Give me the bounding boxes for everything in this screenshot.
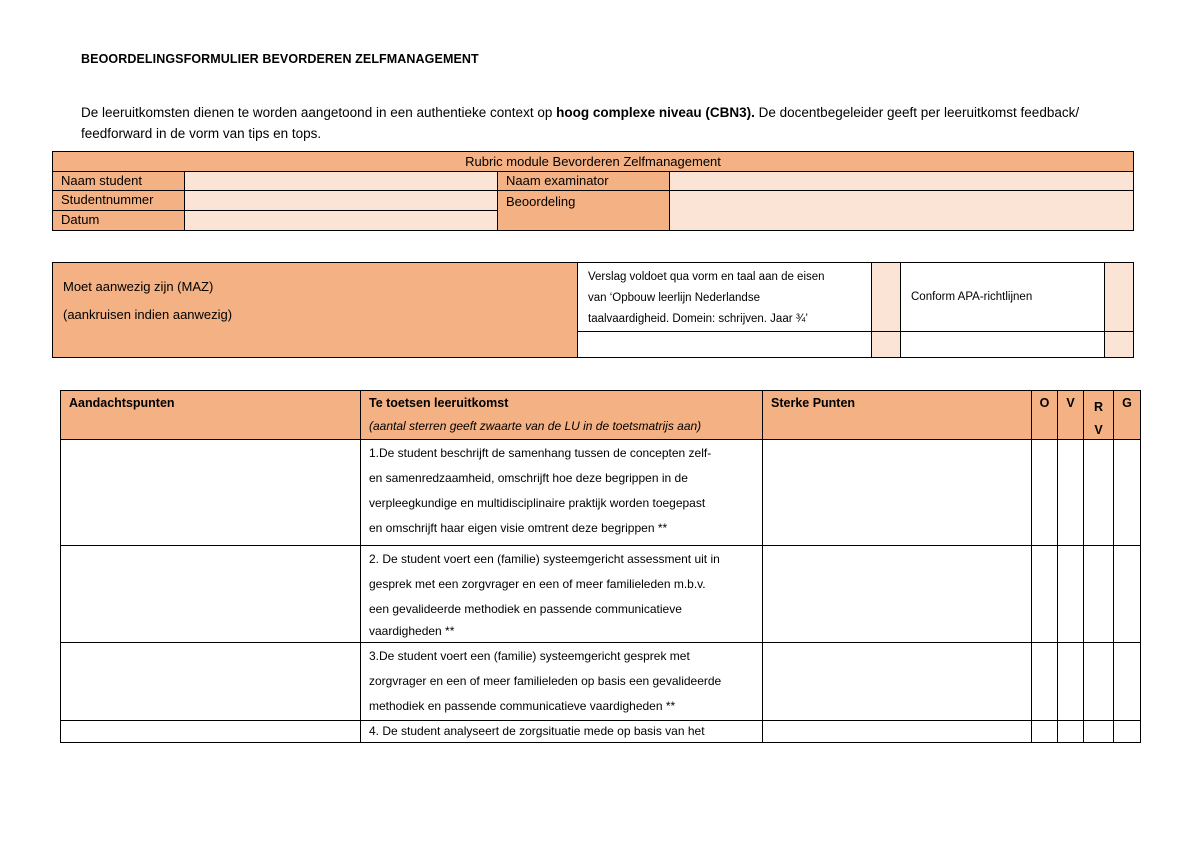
header-rv: [1083, 390, 1114, 440]
label-naam-examinator: Naam examinator: [497, 171, 670, 191]
intro-paragraph: [81, 102, 1141, 144]
header-aandachtspunten-label: Aandachtspunten: [69, 396, 175, 410]
maz-criterion-verslag-line: taalvaardigheid. Domein: schrijven. Jaar ¾’: [588, 313, 808, 325]
lu-line: zorgvrager en een of meer familieleden op basis een gevalideerde: [369, 674, 722, 688]
row3-sterke-punten[interactable]: [762, 642, 1032, 721]
row2-sterke-punten[interactable]: [762, 545, 1032, 643]
maz-empty-cell: [577, 331, 872, 358]
maz-label-cell: [52, 262, 578, 358]
row2-aandachtspunten[interactable]: [60, 545, 361, 643]
row4-aandachtspunten[interactable]: [60, 720, 361, 743]
row3-score-v[interactable]: [1057, 642, 1084, 721]
header-v: V: [1057, 390, 1084, 440]
maz-empty-check[interactable]: [1104, 331, 1134, 358]
maz-criterion-apa-text: Conform APA-richtlijnen: [911, 291, 1033, 303]
row2-score-v[interactable]: [1057, 545, 1084, 643]
field-naam-student[interactable]: [184, 171, 498, 191]
header-rv-line1: R: [1093, 400, 1104, 414]
row4-score-rv[interactable]: [1083, 720, 1114, 743]
row1-aandachtspunten[interactable]: [60, 439, 361, 546]
lu-line: gesprek met een zorgvrager en een of meer familieleden m.b.v.: [369, 577, 706, 591]
row2-score-g[interactable]: [1113, 545, 1141, 643]
header-leeruitkomst-note: (aantal sterren geeft zwaarte van de LU in de toetsmatrijs aan): [369, 419, 702, 433]
row1-score-o[interactable]: [1031, 439, 1058, 546]
intro-text-2: De docentbegeleider geeft per leeruitkomst feedback/ feedforward in de vorm van tips en tops.: [81, 105, 1080, 141]
row2-score-o[interactable]: [1031, 545, 1058, 643]
maz-criterion-verslag: [577, 262, 872, 332]
maz-label-line2: (aankruisen indien aanwezig): [63, 307, 233, 322]
label-naam-student: Naam student: [52, 171, 185, 191]
row3-score-g[interactable]: [1113, 642, 1141, 721]
lu-line: verpleegkundige en multidisciplinaire praktijk worden toegepast: [369, 496, 706, 510]
header-sterke-punten-label: Sterke Punten: [771, 396, 856, 410]
header-o: O: [1031, 390, 1058, 440]
rubric-heading: Rubric module Bevorderen Zelfmanagement: [52, 151, 1134, 172]
lu-line: 4. De student analyseert de zorgsituatie mede op basis van het: [369, 724, 705, 738]
intro-text-1: De leeruitkomsten dienen te worden aangetoond in een authentieke context op: [81, 105, 557, 120]
lu-line: vaardigheden **: [369, 624, 455, 638]
row4-score-v[interactable]: [1057, 720, 1084, 743]
maz-criterion-verslag-line: van ‘Opbouw leerlijn Nederlandse: [588, 292, 760, 304]
lu-line: methodiek en passende communicatieve vaardigheden **: [369, 699, 676, 713]
row3-score-rv[interactable]: [1083, 642, 1114, 721]
row3-aandachtspunten[interactable]: [60, 642, 361, 721]
lu-line: een gevalideerde methodiek en passende communicatieve: [369, 602, 682, 616]
header-sterke-punten: [762, 390, 1032, 440]
document-title: BEOORDELINGSFORMULIER BEVORDEREN ZELFMANAGEMENT: [81, 52, 479, 66]
maz-empty-check[interactable]: [871, 331, 901, 358]
field-datum[interactable]: [184, 210, 498, 231]
label-datum: Datum: [52, 210, 185, 231]
row2-leeruitkomst: [360, 545, 763, 643]
row1-sterke-punten[interactable]: [762, 439, 1032, 546]
header-aandachtspunten: [60, 390, 361, 440]
header-leeruitkomst: [360, 390, 763, 440]
header-leeruitkomst-label: Te toetsen leeruitkomst: [369, 396, 509, 410]
field-naam-examinator[interactable]: [669, 171, 1134, 191]
header-rv-line2: V: [1094, 423, 1103, 437]
maz-checkbox-apa[interactable]: [1104, 262, 1134, 332]
field-beoordeling[interactable]: [669, 190, 1134, 231]
row4-score-o[interactable]: [1031, 720, 1058, 743]
intro-bold-level: hoog complexe niveau (CBN3).: [556, 105, 755, 120]
row3-score-o[interactable]: [1031, 642, 1058, 721]
maz-criterion-apa: [900, 262, 1105, 332]
row1-score-rv[interactable]: [1083, 439, 1114, 546]
row1-score-v[interactable]: [1057, 439, 1084, 546]
lu-line: 3.De student voert een (familie) systeemgericht gesprek met: [369, 649, 690, 663]
row3-leeruitkomst: [360, 642, 763, 721]
field-studentnummer[interactable]: [184, 190, 498, 211]
lu-line: 1.De student beschrijft de samenhang tussen de concepten zelf-: [369, 446, 712, 460]
row4-score-g[interactable]: [1113, 720, 1141, 743]
row4-leeruitkomst: [360, 720, 763, 743]
header-g: G: [1113, 390, 1141, 440]
maz-checkbox-verslag[interactable]: [871, 262, 901, 332]
row2-score-rv[interactable]: [1083, 545, 1114, 643]
row1-leeruitkomst: [360, 439, 763, 546]
lu-line: en samenredzaamheid, omschrijft hoe deze begrippen in de: [369, 471, 688, 485]
maz-criterion-verslag-line: Verslag voldoet qua vorm en taal aan de eisen: [588, 271, 825, 283]
maz-label-line1: Moet aanwezig zijn (MAZ): [63, 279, 214, 294]
lu-line: 2. De student voert een (familie) systeemgericht assessment uit in: [369, 552, 720, 566]
row1-score-g[interactable]: [1113, 439, 1141, 546]
label-studentnummer: Studentnummer: [52, 190, 185, 211]
row4-sterke-punten[interactable]: [762, 720, 1032, 743]
maz-empty-cell: [900, 331, 1105, 358]
maz-criterion-verslag-text: [588, 267, 825, 330]
lu-line: en omschrijft haar eigen visie omtrent deze begrippen **: [369, 521, 668, 535]
label-beoordeling: Beoordeling: [497, 190, 670, 231]
